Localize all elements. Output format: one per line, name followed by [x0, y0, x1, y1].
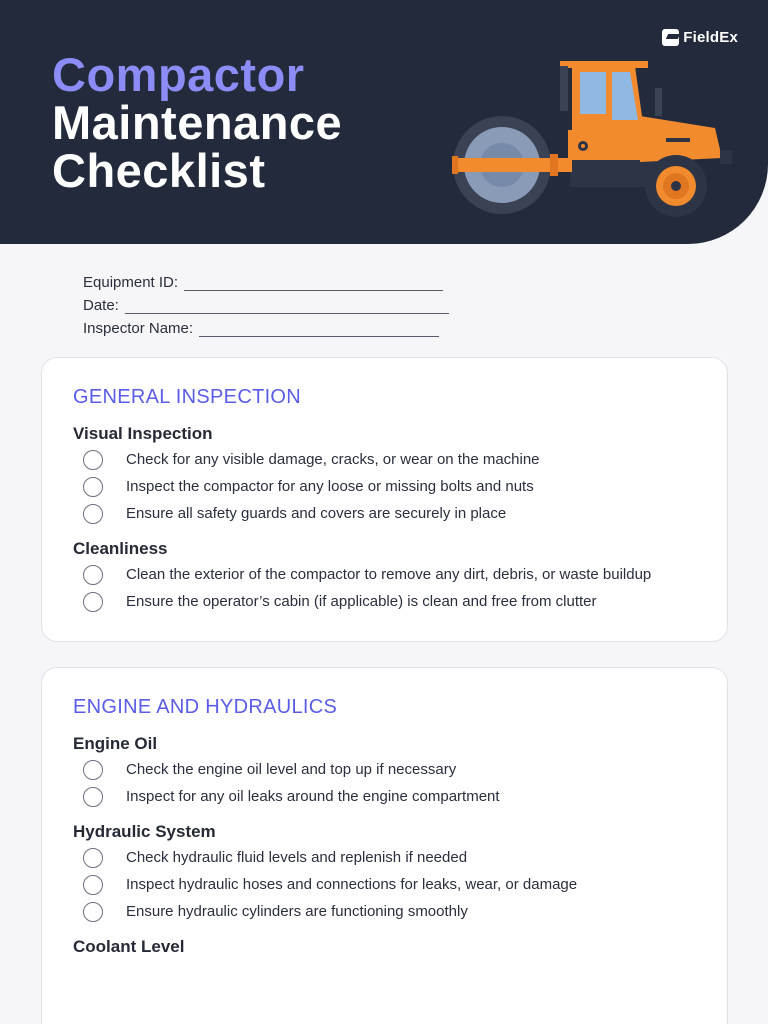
item-text: Ensure hydraulic cylinders are functioning smoothly: [126, 903, 468, 920]
item-text: Inspect hydraulic hoses and connections for leaks, wear, or damage: [126, 876, 578, 893]
checkbox-circle-icon[interactable]: [83, 592, 103, 612]
brand-logo: [662, 29, 738, 46]
group-heading: Engine Oil: [73, 734, 158, 753]
form-fields: [83, 268, 449, 337]
checkbox-circle-icon[interactable]: [83, 450, 103, 470]
checklist-item[interactable]: [83, 871, 727, 898]
group-heading: Visual Inspection: [73, 424, 213, 443]
item-text: Inspect for any oil leaks around the engine compartment: [126, 788, 500, 805]
inspector-name-line[interactable]: [199, 323, 439, 337]
title-line-2: Maintenance: [52, 96, 343, 149]
date-field[interactable]: [83, 291, 449, 314]
checklist-item[interactable]: [83, 898, 727, 925]
checkbox-circle-icon[interactable]: [83, 565, 103, 585]
checkbox-circle-icon[interactable]: [83, 760, 103, 780]
item-text: Clean the exterior of the compactor to remove any dirt, debris, or waste buildup: [126, 566, 652, 583]
inspector-name-field[interactable]: [83, 314, 449, 337]
group-heading: Cleanliness: [73, 539, 168, 558]
group-heading: Coolant Level: [73, 937, 185, 956]
checkbox-circle-icon[interactable]: [83, 477, 103, 497]
item-text: Inspect the compactor for any loose or missing bolts and nuts: [126, 478, 534, 495]
section-card-general-inspection: [41, 357, 728, 642]
checkbox-circle-icon[interactable]: [83, 848, 103, 868]
section-title: ENGINE AND HYDRAULICS: [73, 696, 338, 718]
brand-name: FieldEx: [683, 29, 738, 46]
equipment-id-line[interactable]: [184, 277, 443, 291]
section-title: GENERAL INSPECTION: [73, 386, 302, 408]
title-line-3: Checklist: [52, 144, 266, 197]
checklist-item[interactable]: [83, 756, 727, 783]
section-card-engine-and-hydraulics: [41, 667, 728, 1024]
item-text: Check for any visible damage, cracks, or wear on the machine: [126, 451, 540, 468]
checkbox-circle-icon[interactable]: [83, 875, 103, 895]
field-label: Inspector Name:: [83, 320, 194, 337]
equipment-id-field[interactable]: [83, 268, 449, 291]
field-label: Date:: [83, 297, 119, 314]
checklist-item[interactable]: [83, 500, 727, 527]
item-text: Check the engine oil level and top up if necessary: [126, 761, 457, 778]
group-heading: Hydraulic System: [73, 822, 216, 841]
checklist-item[interactable]: [83, 588, 727, 615]
checkbox-circle-icon[interactable]: [83, 787, 103, 807]
field-label: Equipment ID:: [83, 274, 179, 291]
item-text: Check hydraulic fluid levels and replenish if needed: [126, 849, 468, 866]
header-banner: [0, 0, 768, 244]
checkbox-circle-icon[interactable]: [83, 902, 103, 922]
checkbox-circle-icon[interactable]: [83, 504, 103, 524]
item-text: Ensure the operator’s cabin (if applicable) is clean and free from clutter: [126, 593, 597, 610]
checklist-item[interactable]: [83, 844, 727, 871]
checklist-item[interactable]: [83, 561, 727, 588]
checklist-item[interactable]: [83, 473, 727, 500]
checklist-item[interactable]: [83, 446, 727, 473]
item-text: Ensure all safety guards and covers are securely in place: [126, 505, 507, 522]
fieldex-logo-icon: [662, 29, 679, 46]
checklist-item[interactable]: [83, 783, 727, 810]
road-compactor-illustration: [450, 58, 740, 218]
title-line-1: Compactor: [52, 48, 305, 101]
date-line[interactable]: [125, 300, 449, 314]
